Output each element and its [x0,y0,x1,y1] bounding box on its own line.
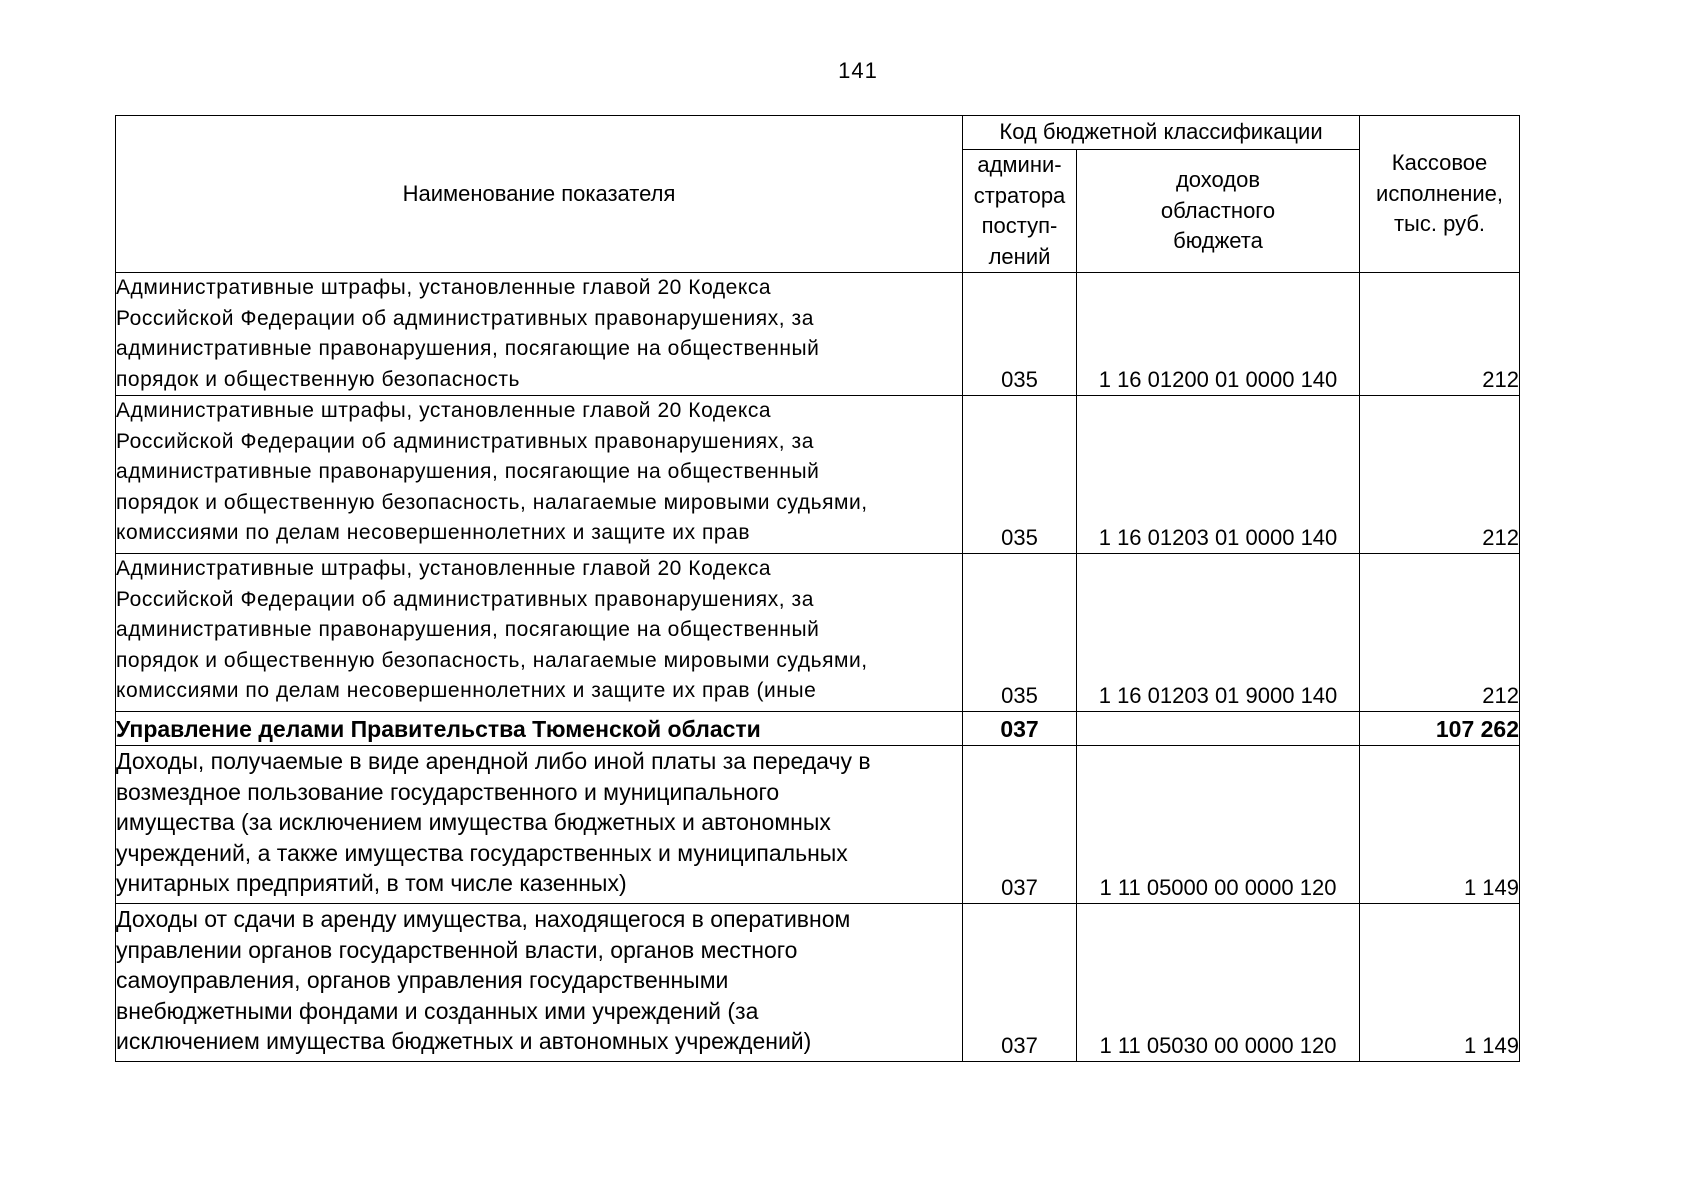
row-cash-value: 1 149 [1360,746,1520,904]
row-name-line: учреждений, а также имущества государственных и муниципальных [116,839,848,866]
row-name [116,273,963,396]
row-name-line: Доходы, получаемые в виде арендной либо иной платы за передачу в [116,748,871,774]
row-admin-code: 035 [963,396,1077,554]
table-row-subtotal [116,712,1520,746]
header-admin-line: лений [988,243,1051,269]
row-name [116,904,963,1062]
row-cash-value: 212 [1360,554,1520,712]
row-name: Управление делами Правительства Тюменской области [116,712,963,746]
row-name-line: порядок и общественную безопасность, налагаемые мировыми судьями, [116,490,868,514]
row-name-line: административные правонарушения, посягающие на общественный [116,618,820,641]
header-income-line: областного [1160,197,1276,223]
table-row [116,904,1520,1062]
row-name-line: самоуправления, органов управления государственными [116,967,729,993]
budget-table [115,115,1520,1062]
row-budget-code: 1 16 01203 01 9000 140 [1077,554,1360,712]
table-row [116,746,1520,904]
row-admin-code: 037 [963,746,1077,904]
header-admin-line: стратора [973,182,1066,208]
row-cash-value: 1 149 [1360,904,1520,1062]
table-row [116,273,1520,396]
page-number: 141 [838,58,878,83]
row-name-line: возмездное пользование государственного и муниципального [116,778,780,805]
header-income-line: бюджета [1173,228,1263,254]
row-admin-code: 037 [963,712,1077,746]
header-admin-line: поступ- [981,213,1058,238]
header-code-group: Код бюджетной классификации [963,116,1360,150]
row-budget-code: 1 11 05000 00 0000 120 [1077,746,1360,904]
row-name-line: комиссиями по делам несовершеннолетних и защите их прав [116,521,751,544]
row-budget-code: 1 11 05030 00 0000 120 [1077,904,1360,1062]
row-name-line: Административные штрафы, установленные главой 20 Кодекса [116,399,772,422]
row-name-line: Доходы от сдачи в аренду имущества, находящегося в оперативном [116,906,851,932]
row-name-line: комиссиями по делам несовершеннолетних и защите их прав (иные [116,679,817,702]
header-name: Наименование показателя [116,116,963,273]
row-name-line: административные правонарушения, посягающие на общественный [116,460,820,483]
table-row [116,554,1520,712]
row-budget-code: 1 16 01200 01 0000 140 [1077,273,1360,396]
header-cash-line: Кассовое [1391,150,1488,176]
header-cash-line: тыс. руб. [1393,211,1486,237]
row-name-line: Российской Федерации об административных правонарушениях, за [116,587,814,611]
row-name-line: Российской Федерации об административных правонарушениях, за [116,306,814,330]
row-name-line: внебюджетными фондами и созданных ими учреждений (за [116,997,759,1024]
row-name [116,396,963,554]
header-income-line: доходов [1175,167,1261,193]
row-name-line: порядок и общественную безопасность [116,367,521,391]
row-name-line: порядок и общественную безопасность, налагаемые мировыми судьями, [116,648,868,672]
row-admin-code: 035 [963,554,1077,712]
header-cash-line: исполнение, [1376,180,1503,206]
row-name [116,746,963,904]
row-admin-code: 037 [963,904,1077,1062]
row-budget-code [1077,712,1360,746]
row-admin-code: 035 [963,273,1077,396]
row-name-line: имущества (за исключением имущества бюджетных и автономных [116,809,831,835]
row-name-line: управлении органов государственной власти, органов местного [116,936,798,963]
row-name-line: исключением имущества бюджетных и автономных учреждений) [116,1028,812,1054]
row-name [116,554,963,712]
row-cash-value: 107 262 [1360,712,1520,746]
row-name-line: унитарных предприятий, в том числе казенных) [116,870,627,896]
header-admin [963,150,1077,273]
header-row-1 [116,116,1520,150]
header-income [1077,150,1360,273]
row-cash-value: 212 [1360,396,1520,554]
row-budget-code: 1 16 01203 01 0000 140 [1077,396,1360,554]
header-cash [1360,116,1520,273]
header-admin-line: админи- [977,152,1062,177]
row-name-line: административные правонарушения, посягающие на общественный [116,337,820,360]
table-row [116,396,1520,554]
row-name-line: Административные штрафы, установленные главой 20 Кодекса [116,557,772,580]
row-cash-value: 212 [1360,273,1520,396]
row-name-line: Российской Федерации об административных правонарушениях, за [116,429,814,453]
row-name-line: Административные штрафы, установленные главой 20 Кодекса [116,276,772,299]
